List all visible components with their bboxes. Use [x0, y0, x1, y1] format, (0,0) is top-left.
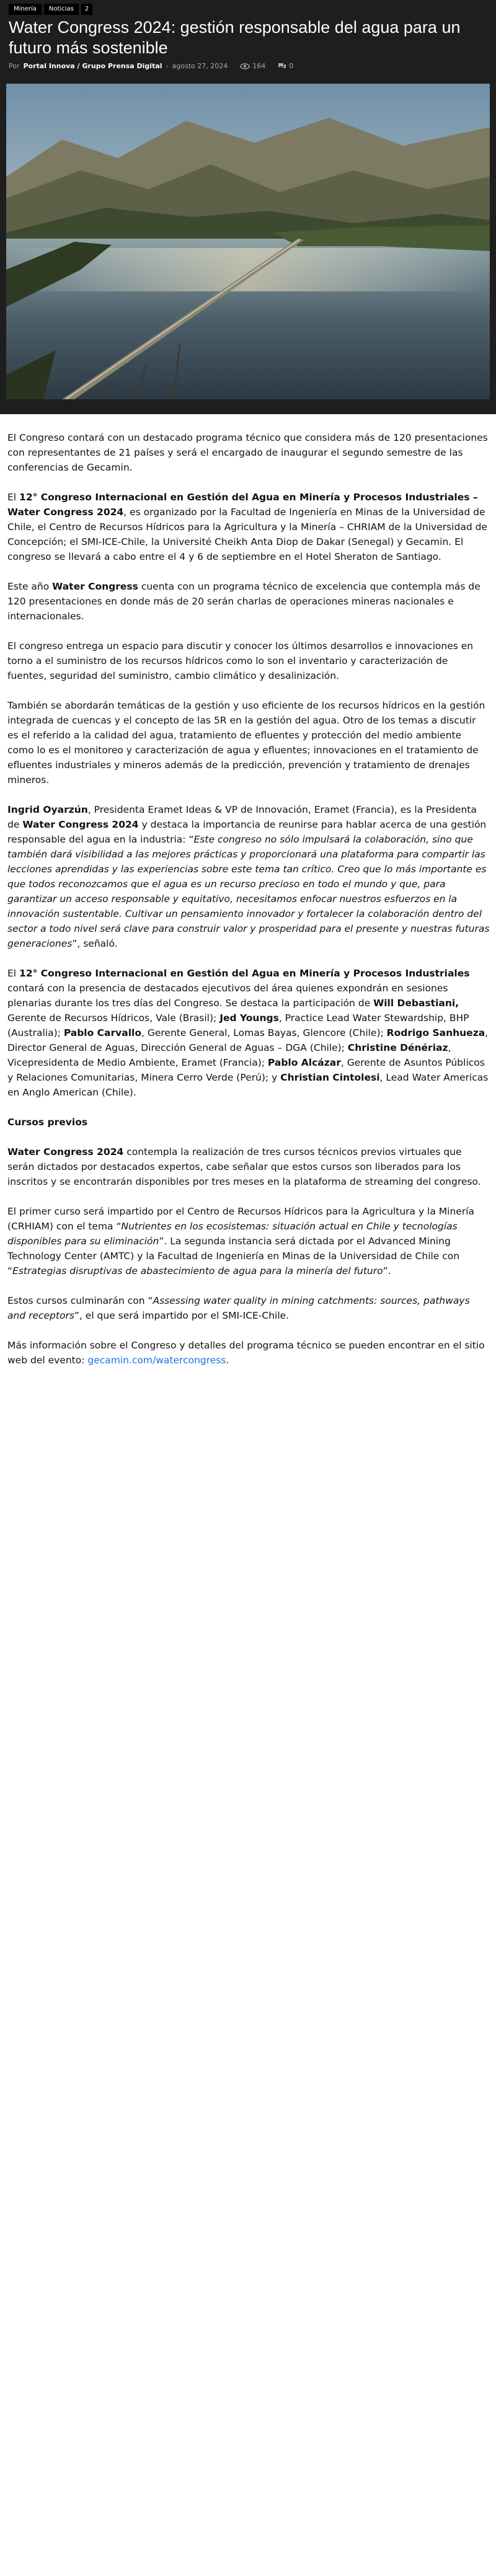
author-prefix: Por: [9, 62, 20, 70]
text-run: , Practice Lead Water Stewardship, BHP (Australia);: [7, 1012, 469, 1038]
bold-text: Will Debastiani,: [373, 998, 459, 1009]
comments-icon: [278, 63, 286, 70]
italic-text: Assessing water quality in mining catchments: sources, pathways and receptors: [7, 1295, 470, 1321]
text-run: El: [7, 492, 20, 503]
article-paragraph: [7, 490, 490, 564]
text-run: ”, señaló.: [72, 938, 118, 949]
bold-text: Ingrid Oyarzún: [7, 804, 88, 815]
post-date: agosto 27, 2024: [172, 62, 228, 70]
bold-text: Water Congress 2024: [22, 819, 139, 830]
article-paragraph: [7, 1144, 490, 1189]
text-run: , Presidenta Eramet Ideas & VP de Innovación, Eramet (Francia), es la Presidenta de: [7, 804, 477, 830]
italic-text: Nutrientes en los ecosistemas: situación actual en Chile y tecnologías disponibles para su eliminación: [7, 1221, 458, 1247]
text-run: El: [7, 968, 20, 979]
text-run: Gerente de Recursos Hídricos, Vale (Brasil);: [7, 1012, 220, 1024]
text-run: cuenta con un programa técnico de excelencia que contempla más de 120 presentaciones en donde más de 20 serán charlas de operaciones mineras nacionales e internacionales.: [7, 581, 480, 622]
article-paragraph: [7, 966, 490, 1100]
category-tag-noticias[interactable]: Noticias: [44, 4, 79, 15]
article-paragraph: [7, 579, 490, 624]
eye-icon: [240, 63, 250, 69]
views-count: 164: [252, 62, 266, 70]
text-run: ”, el que será impartido por el SMI-ICE-Chile.: [74, 1310, 290, 1321]
article-paragraph: [7, 1204, 490, 1278]
text-run: Más información sobre el Congreso y detalles del programa técnico se pueden encontrar en el sitio web del evento:: [7, 1340, 485, 1366]
category-tag-mineria[interactable]: Minería: [9, 4, 42, 15]
bold-text: 12° Congreso Internacional en Gestión del Agua en Minería y Procesos Industriales – Water Congress 2024: [7, 492, 478, 518]
article-paragraph: [7, 1293, 490, 1323]
section-heading: Cursos previos: [7, 1117, 88, 1128]
post-meta: [9, 62, 487, 70]
bold-text: Pablo Carvallo: [63, 1027, 141, 1038]
bold-text: Rodrigo Sanhueza: [386, 1027, 485, 1038]
article-paragraph: El Congreso contará con un destacado programa técnico que considera más de 120 presentaciones con representantes de 21 países y será el encargado de inaugurar el segundo semestre de las conferencias de Gecamin.: [7, 432, 488, 473]
comments-counter[interactable]: [278, 62, 293, 70]
page-title: Water Congress 2024: gestión responsable del agua para un futuro más sostenible: [9, 18, 461, 57]
hero-image-frame: [0, 70, 496, 414]
text-run: , Director General de Aguas, Dirección General de Aguas – DGA (Chile);: [7, 1027, 489, 1053]
text-run: , Gerente General, Lomas Bayas, Glencore (Chile);: [141, 1027, 387, 1038]
italic-text: Estrategias disruptivas de abastecimiento de agua para la minería del futuro: [12, 1265, 383, 1277]
bold-text: 12° Congreso Internacional en Gestión del Agua en Minería y Procesos Industriales: [19, 968, 470, 979]
article-paragraph: [7, 1338, 490, 1368]
text-run: El primer curso será impartido por el Centro de Recursos Hídricos para la Agricultura y la Minería (CRHIAM) con el tema “: [7, 1206, 474, 1232]
bold-text: Pablo Alcázar: [267, 1057, 341, 1068]
article-paragraph: [7, 802, 490, 951]
category-count-badge[interactable]: 2: [81, 4, 92, 15]
text-run: contempla la realización de tres cursos técnicos previos virtuales que serán dictados por destacados expertos, cabe señalar que estos cursos son liberados para los inscritos y se encontrarán disponibles por tres meses en la plataforma de streaming del congreso.: [7, 1146, 481, 1187]
bold-text: Jed Youngs: [219, 1012, 279, 1024]
article-paragraph: El congreso entrega un espacio para discutir y conocer los últimos desarrollos e innovaciones en torno a el suministro de los recursos hídricos como lo son el inventario y caracterización de fuentes, seguridad del suministro, cambio climático y desalinización.: [7, 640, 474, 681]
text-run: contará con la presencia de destacados ejecutivos del área quienes expondrán en sesiones plenarias durante los tres días del Congreso. Se destaca la participación de: [7, 983, 448, 1009]
text-run: , Lead Water Americas en Anglo American (Chile).: [7, 1072, 489, 1098]
bold-text: Water Congress 2024: [7, 1146, 124, 1157]
text-run: y destaca la importancia de reunirse para hablar acerca de una gestión responsable del agua en la industria: “: [7, 819, 487, 845]
hero-image: [6, 84, 490, 399]
text-run: , Vicepresidenta de Medio Ambiente, Eramet (Francia);: [7, 1042, 451, 1068]
text-run: Estos cursos culminarán con “: [7, 1295, 153, 1306]
meta-separator: -: [166, 62, 169, 70]
article-header: [0, 0, 496, 70]
quote-text: Este congreso no sólo impulsará la colaboración, sino que también dará visibilidad a las mejores prácticas y proporcionará una plataforma para compartir las lecciones aprendidas y las experiencias sobre este tema tan crítico. Creo que lo más importante es que todos reconozcamos que el agua es un recurso precioso en todo el mundo y que, para garantizar un acceso responsable y equitativo, necesitamos enfocar nuestros esfuerzos en la innovación sustentable. Cultivar un pensamiento innovador y fortalecer la colaboración dentro del sector a todo nivel será clave para construir valor y prosperidad para el presente y nuestras futuras generaciones: [7, 834, 490, 949]
views-counter: [240, 62, 265, 70]
bold-text: Christine Dénériaz: [347, 1042, 448, 1053]
article-body: [0, 414, 496, 1368]
text-run: ”.: [383, 1265, 391, 1277]
text-run: ”. La segunda instancia será dictada por el Advanced Mining Technology Center (AMTC) y la Facultad de Ingeniería en Minas de la Universidad de Chile con “: [7, 1236, 460, 1277]
event-website-link[interactable]: gecamin.com/watercongress: [87, 1355, 226, 1366]
category-tags: [9, 3, 487, 15]
author-link[interactable]: Portal Innova / Grupo Prensa Digital: [23, 62, 162, 70]
text-run: , Gerente de Asuntos Públicos y Relaciones Comunitarias, Minera Cerro Verde (Perú); y: [7, 1057, 485, 1083]
text-run: .: [226, 1355, 229, 1366]
bold-text: Christian Cintolesi: [280, 1072, 380, 1083]
bold-text: Water Congress: [52, 581, 138, 592]
text-run: , es organizado por la Facultad de Ingeniería en Minas de la Universidad de Chile, el Centro de Recursos Hídricos para la Agricultura y la Minería – CHRIAM de la Universidad de Concepción; el SMI-ICE-Chile, la Université Cheikh Anta Diop de Dakar (Senegal) y Gecamin. El congreso se llevará a cabo entre el 4 y 6 de septiembre en el Hotel Sheraton de Santiago.: [7, 507, 487, 562]
comments-count: 0: [289, 62, 294, 70]
text-run: Este año: [7, 581, 53, 592]
article-paragraph: También se abordarán temáticas de la gestión y uso eficiente de los recursos hídricos en la gestión integrada de cuencas y el concepto de las 5R en la gestión del agua. Otro de los temas a discutir es el referido a la calidad del agua, tratamiento de efluentes y protección del medio ambiente como lo es el monitoreo y caracterización de agua y efluentes; innovaciones en el tratamiento de efluentes industriales y mineros además de la predicción, prevención y tratamiento de drenajes mineros.: [7, 700, 485, 786]
